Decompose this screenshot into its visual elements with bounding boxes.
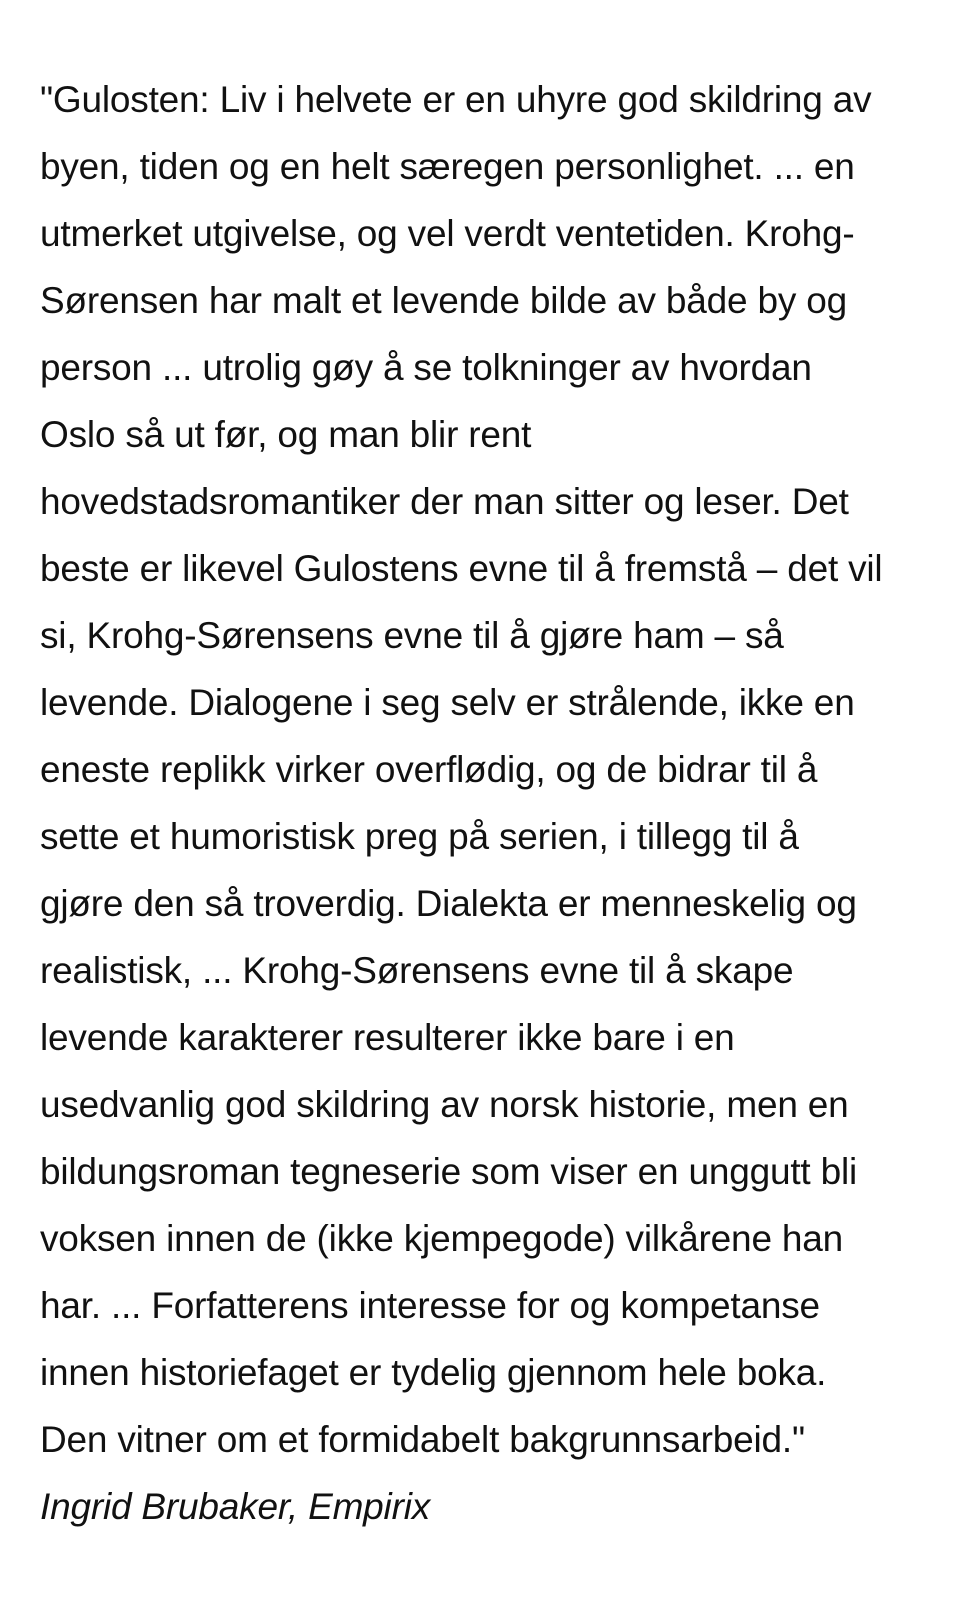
quote-line: person ... utrolig gøy å se tolkninger av hvordan xyxy=(40,347,812,388)
quote-line: bildungsroman tegneserie som viser en unggutt bli xyxy=(40,1151,858,1192)
quote-line: usedvanlig god skildring av norsk historie, men en xyxy=(40,1084,849,1125)
quote-line: voksen innen de (ikke kjempegode) vilkårene han xyxy=(40,1218,844,1259)
quote-line: levende karakterer resulterer ikke bare i en xyxy=(40,1017,735,1058)
quote-line: Den vitner om et formidabelt bakgrunnsarbeid." xyxy=(40,1419,805,1460)
quote-line: beste er likevel Gulostens evne til å fremstå – det vil xyxy=(40,548,883,589)
attribution: Ingrid Brubaker, Empirix xyxy=(40,1486,431,1527)
quote-line: Oslo så ut før, og man blir rent xyxy=(40,414,532,455)
quote-line: realistisk, ... Krohg-Sørensens evne til å skape xyxy=(40,950,794,991)
quote-line: hovedstadsromantiker der man sitter og leser. Det xyxy=(40,481,849,522)
quote-line: "Gulosten: Liv i helvete er en uhyre god skildring av xyxy=(40,79,872,120)
quote-line: har. ... Forfatterens interesse for og kompetanse xyxy=(40,1285,820,1326)
quote-line: byen, tiden og en helt særegen personlighet. ... en xyxy=(40,146,855,187)
quote-line: Sørensen har malt et levende bilde av både by og xyxy=(40,280,847,321)
quote-line: levende. Dialogene i seg selv er strålende, ikke en xyxy=(40,682,855,723)
review-quote xyxy=(40,66,920,1540)
quote-line: innen historiefaget er tydelig gjennom hele boka. xyxy=(40,1352,827,1393)
quote-line: sette et humoristisk preg på serien, i tillegg til å xyxy=(40,816,799,857)
quote-line: si, Krohg-Sørensens evne til å gjøre ham – så xyxy=(40,615,784,656)
quote-line: eneste replikk virker overflødig, og de bidrar til å xyxy=(40,749,818,790)
quote-line: gjøre den så troverdig. Dialekta er menneskelig og xyxy=(40,883,857,924)
quote-line: utmerket utgivelse, og vel verdt ventetiden. Krohg- xyxy=(40,213,855,254)
